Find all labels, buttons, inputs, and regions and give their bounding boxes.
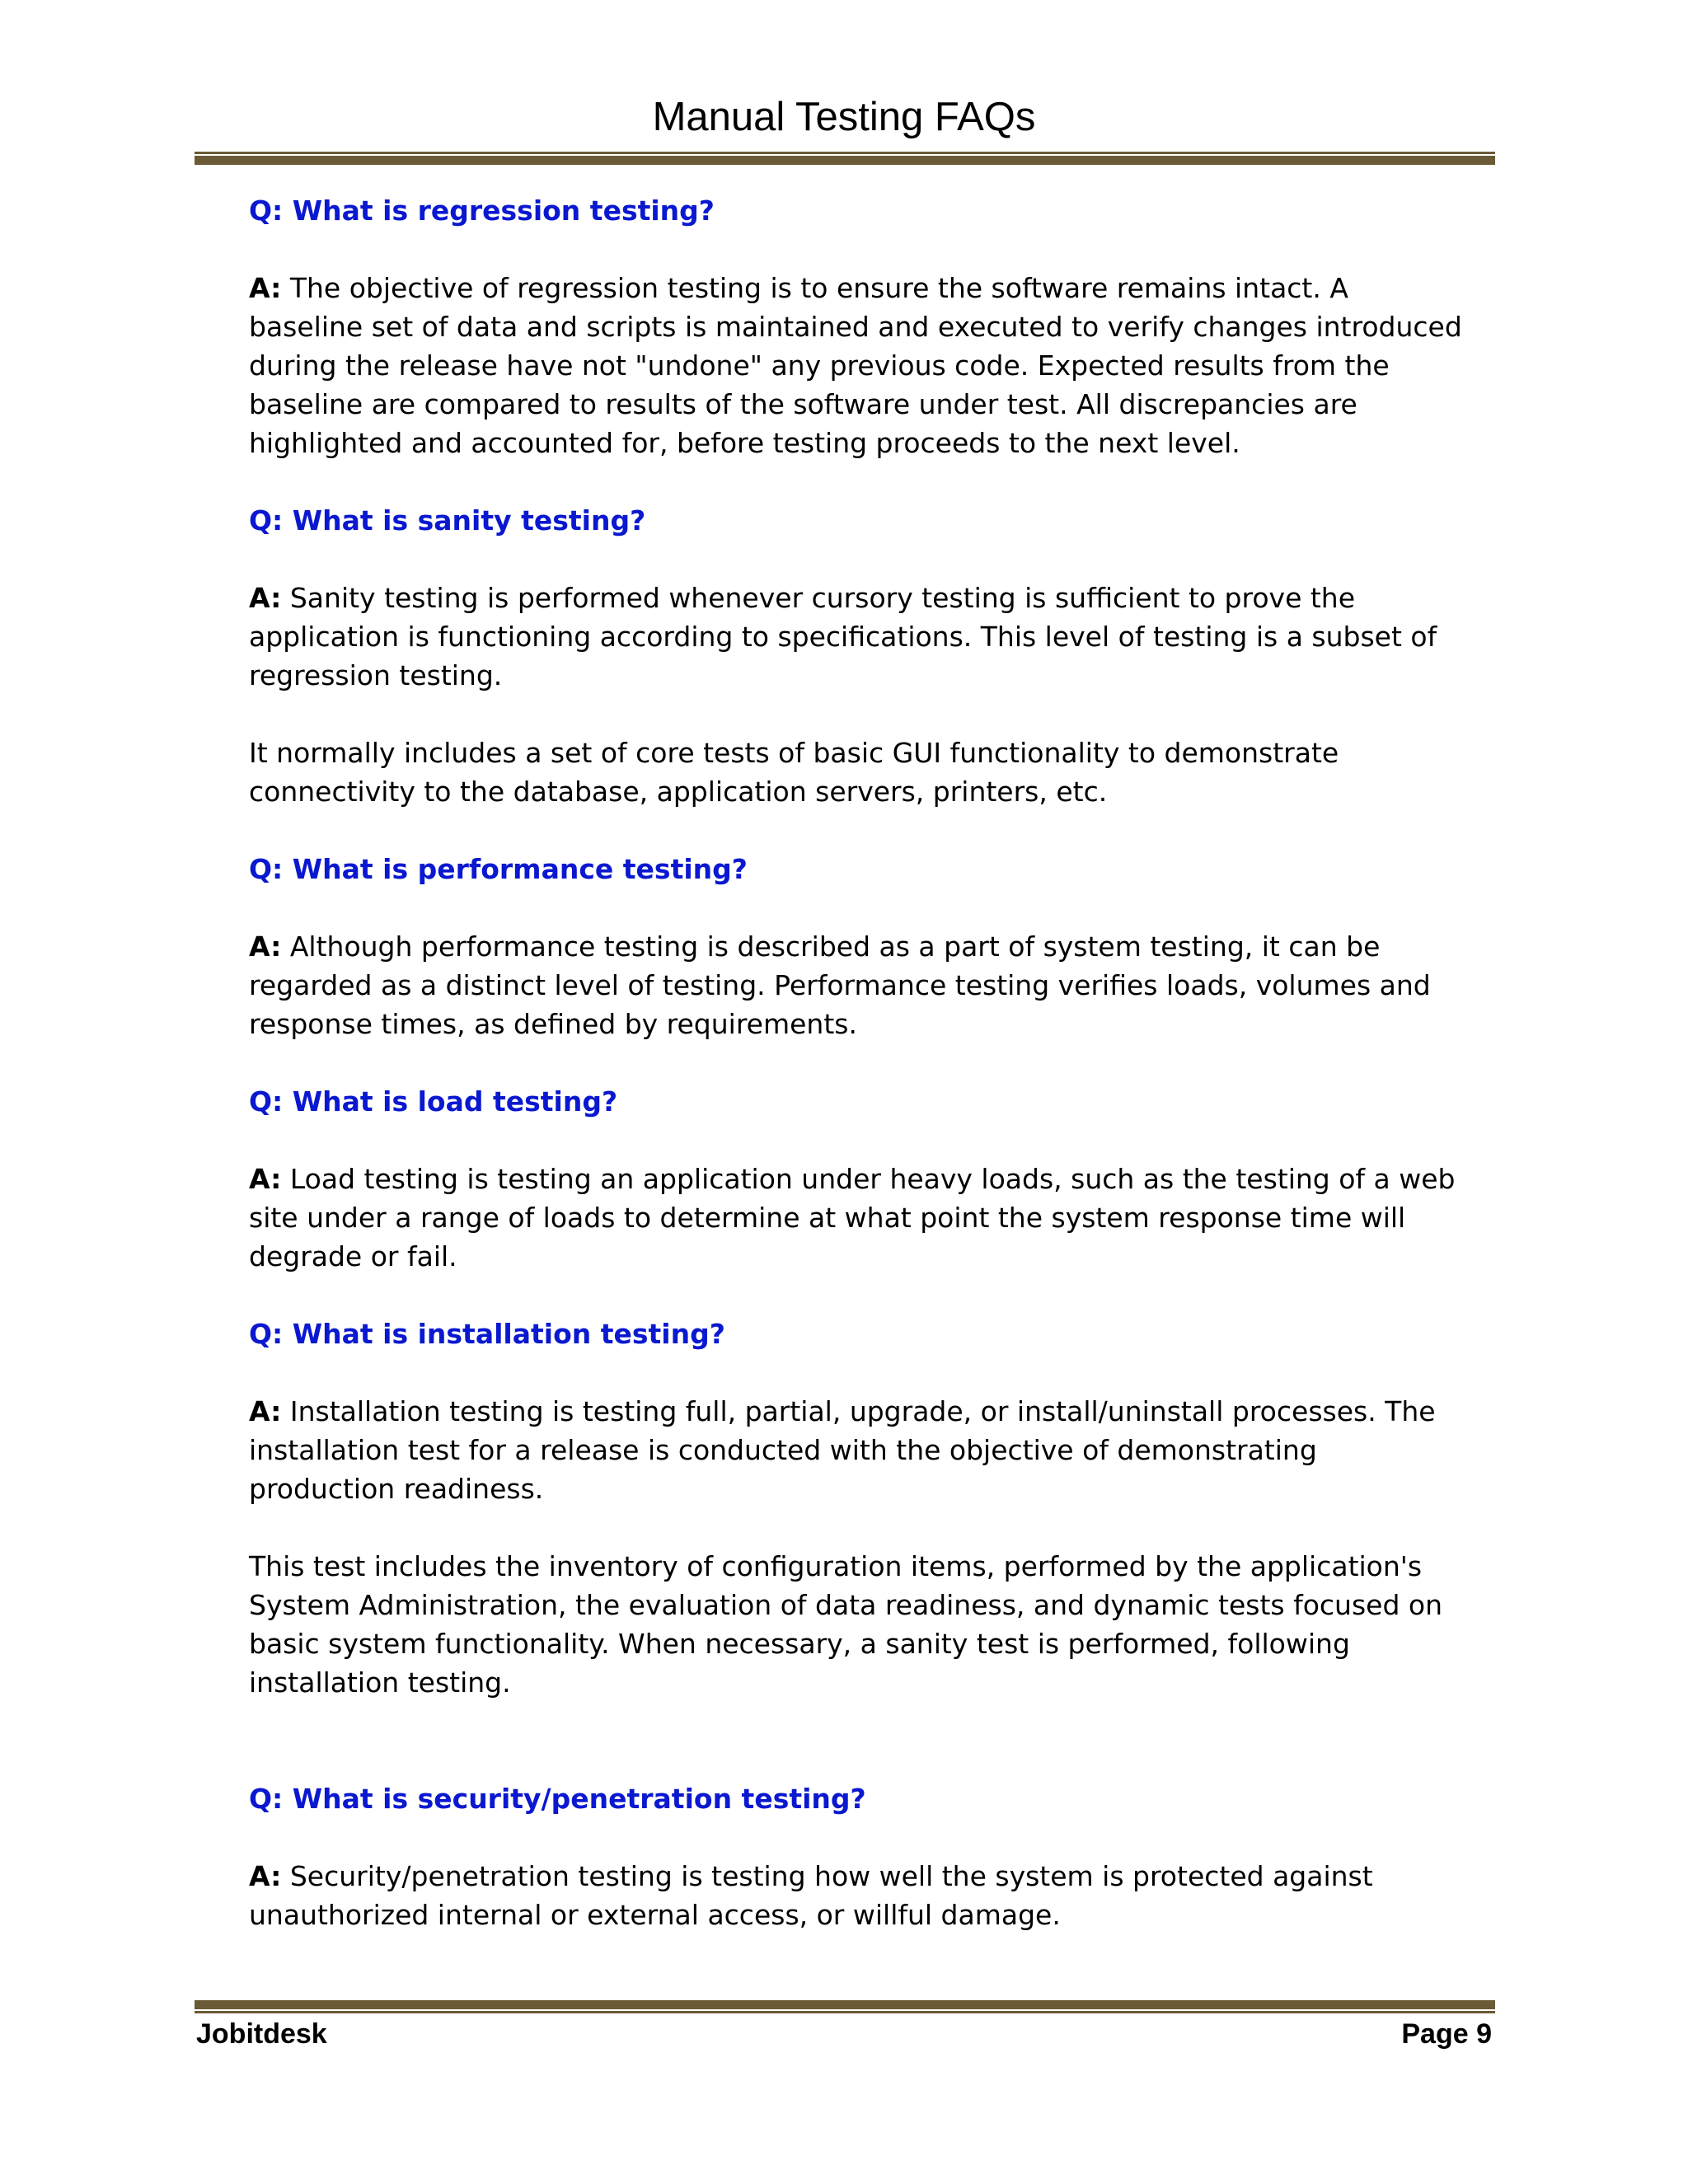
answer-label: A: <box>249 930 282 963</box>
footer-rule-bottom <box>195 2011 1495 2013</box>
faq-answer-performance <box>249 927 1502 1043</box>
footer-page-number: Page 9 <box>1401 2018 1492 2050</box>
answer-label: A: <box>249 1163 282 1195</box>
faq-question-security: Q: What is security/penetration testing? <box>249 1783 866 1815</box>
answer-text: The objective of regression testing is to ensure the software remains intact. A baseline set of data and scripts is maintained and executed to verify changes introduced during the release have not "undone" any previous code. Expected results from the baseline are compared to results of the software under test. All discrepancies are highlighted and accounted for, before testing proceeds to the next level. <box>249 272 1462 459</box>
faq-question-performance: Q: What is performance testing? <box>249 853 748 885</box>
spacer <box>249 1741 1502 1779</box>
faq-answer-security <box>249 1857 1502 1934</box>
faq-answer-sanity <box>249 579 1502 695</box>
faq-answer-installation-extra: This test includes the inventory of configuration items, performed by the application's System Administration, the evaluation of data readiness, and dynamic tests focused on basic system functionality. When necessary, a sanity test is performed, following installation testing. <box>249 1550 1442 1699</box>
faq-answer-sanity-extra: It normally includes a set of core tests of basic GUI functionality to demonstrate connectivity to the database, application servers, printers, etc. <box>249 737 1339 808</box>
faq-content <box>249 191 1502 1973</box>
answer-text: Installation testing is testing full, partial, upgrade, or install/uninstall processes. The installation test for a release is conducted with the objective of demonstrating production readiness. <box>249 1395 1436 1505</box>
faq-answer-installation <box>249 1392 1502 1508</box>
answer-text: Sanity testing is performed whenever cursory testing is sufficient to prove the application is functioning according to specifications. This level of testing is a subset of regression testing. <box>249 582 1437 691</box>
faq-answer-regression <box>249 269 1502 462</box>
faq-question-load: Q: What is load testing? <box>249 1085 618 1118</box>
answer-label: A: <box>249 582 282 614</box>
faq-question-installation: Q: What is installation testing? <box>249 1318 725 1350</box>
answer-text: Although performance testing is described as a part of system testing, it can be regarded as a distinct level of testing. Performance testing verifies loads, volumes and response times, as defined by requirements. <box>249 930 1431 1040</box>
page-title: Manual Testing FAQs <box>652 95 1036 139</box>
faq-question-regression: Q: What is regression testing? <box>249 194 715 227</box>
answer-label: A: <box>249 1395 282 1427</box>
footer-rule-top <box>195 2000 1495 2009</box>
header-rule-bottom <box>195 156 1495 165</box>
faq-answer-load <box>249 1160 1502 1276</box>
answer-text: Load testing is testing an application under heavy loads, such as the testing of a web site under a range of loads to determine at what point the system response time will degrade or fail. <box>249 1163 1456 1272</box>
answer-label: A: <box>249 272 282 304</box>
faq-question-sanity: Q: What is sanity testing? <box>249 504 646 537</box>
footer-brand: Jobitdesk <box>196 2018 327 2050</box>
answer-label: A: <box>249 1860 282 1892</box>
answer-text: Security/penetration testing is testing how well the system is protected against unauthorized internal or external access, or willful damage. <box>249 1860 1373 1931</box>
header-rule-top <box>195 152 1495 154</box>
